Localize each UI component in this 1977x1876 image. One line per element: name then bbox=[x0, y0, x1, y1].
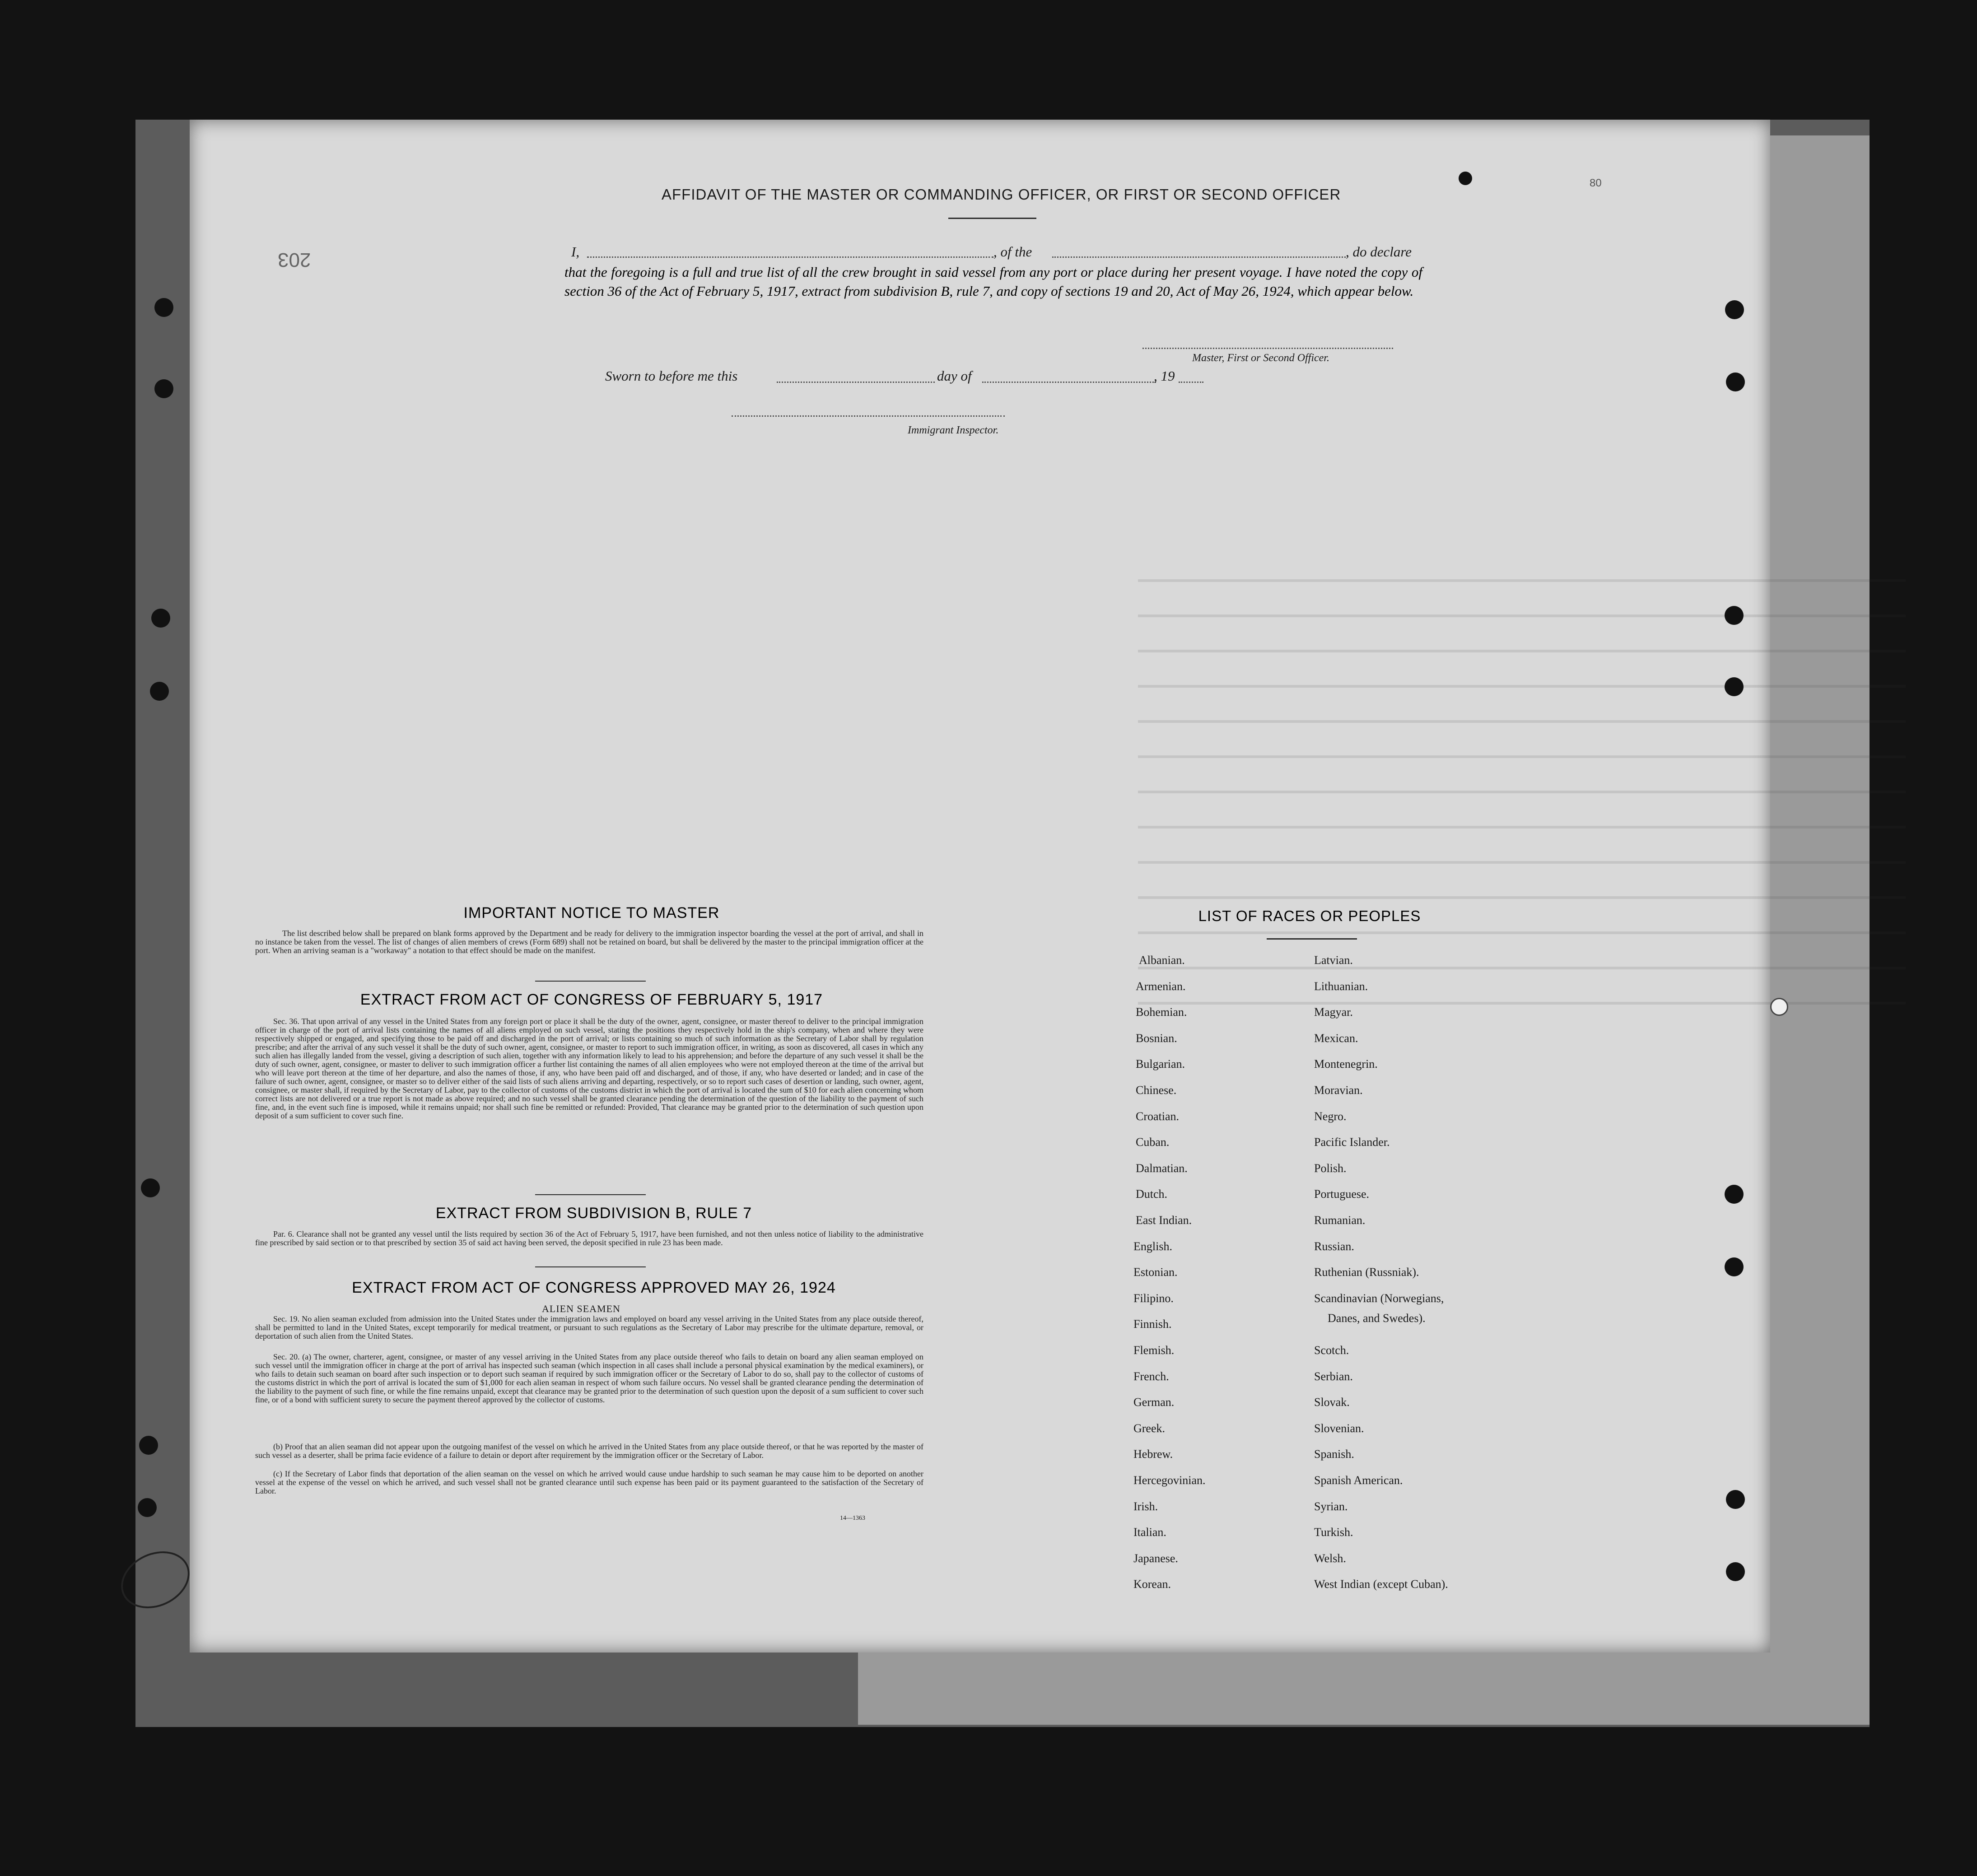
race-item: Montenegrin. bbox=[1314, 1057, 1378, 1071]
race-item: Hebrew. bbox=[1133, 1448, 1173, 1461]
race-item: Dutch. bbox=[1136, 1187, 1168, 1201]
race-item: Serbian. bbox=[1314, 1369, 1353, 1383]
race-item: Japanese. bbox=[1133, 1551, 1178, 1565]
punch-hole bbox=[1726, 1562, 1745, 1581]
race-item: Spanish American. bbox=[1314, 1474, 1403, 1487]
punch-hole bbox=[1459, 172, 1472, 185]
punch-hole bbox=[1725, 1185, 1744, 1204]
race-item: Albanian. bbox=[1139, 954, 1185, 967]
affidavit-i-label: I, bbox=[571, 244, 580, 260]
race-item: Bulgarian. bbox=[1136, 1057, 1185, 1071]
extract-rule7-title: EXTRACT FROM SUBDIVISION B, RULE 7 bbox=[435, 1205, 752, 1222]
notice-title: IMPORTANT NOTICE TO MASTER bbox=[463, 904, 720, 922]
punch-hole bbox=[1725, 606, 1744, 625]
race-item: Syrian. bbox=[1314, 1499, 1348, 1513]
punch-hole bbox=[1725, 677, 1744, 696]
race-item: English. bbox=[1133, 1239, 1172, 1253]
affidavit-of-label: , of the bbox=[993, 244, 1032, 260]
punch-hole bbox=[154, 379, 173, 398]
inspector-signature-field[interactable] bbox=[732, 415, 1005, 417]
race-item: Croatian. bbox=[1136, 1109, 1180, 1123]
form-number: 14—1363 bbox=[840, 1515, 865, 1522]
sworn-label: Sworn to before me this bbox=[605, 368, 738, 384]
master-signature-label: Master, First or Second Officer. bbox=[1192, 352, 1329, 364]
punch-hole bbox=[150, 682, 169, 701]
sworn-day-field[interactable] bbox=[777, 382, 935, 383]
affidavit-title: AFFIDAVIT OF THE MASTER OR COMMANDING OFFICER, OR FIRST OR SECOND OFFICER bbox=[662, 186, 1341, 203]
race-item: Filipino. bbox=[1133, 1291, 1174, 1305]
race-item: Latvian. bbox=[1314, 954, 1353, 967]
sec20a-text: Sec. 20. (a) The owner, charterer, agent, consignee, or master of any vessel arriving in the United States from any place outside thereof who fails to detain on board any alien seaman employed on such vessel until the immigration officer in charge at the port of arrival has inspected such seaman (which inspection in all cases shall include a personal physical examination by the medical examiners), or who fails to detain such seaman on board after such inspection or to deport such seaman if required by such immigration officer or the Secretary of Labor to do so, shall pay to the collector of customs of the customs district in which the port of arrival is located the sum of $1,000 for each alien seaman in respect of whom such failure occurs. No vessel shall be granted clearance pending the determination of the liability to the payment of such fine, or while the fine remains unpaid, except that clearance may be granted prior to the determination of such question upon the deposit of a sum sufficient to cover such fine, or of a bond with sufficient surety to secure the payment thereof approved by the collector of customs. bbox=[255, 1352, 923, 1404]
punch-hole bbox=[138, 1498, 157, 1517]
race-item: Ruthenian (Russniak). bbox=[1314, 1266, 1419, 1279]
sec20b-text: (b) Proof that an alien seaman did not appear upon the outgoing manifest of the vessel on which he arrived in the United States from any place outside thereof, or that he was reported by the master of such vessel as a deserter, shall be prima facie evidence of a failure to detain or deport after requirement by the immigration officer or the Secretary of Labor. bbox=[255, 1442, 923, 1460]
document-sheet bbox=[190, 120, 1770, 1653]
race-item: Chinese. bbox=[1136, 1084, 1177, 1097]
race-item: Spanish. bbox=[1314, 1448, 1354, 1461]
year-label: , 19 bbox=[1154, 368, 1175, 384]
punch-hole bbox=[141, 1178, 160, 1197]
extract-1917-title: EXTRACT FROM ACT OF CONGRESS OF FEBRUARY 5, 1917 bbox=[360, 991, 823, 1008]
punch-hole bbox=[1725, 300, 1744, 319]
margin-number: 203 bbox=[278, 249, 311, 271]
race-item: Hercegovinian. bbox=[1133, 1474, 1206, 1487]
inspector-label: Immigrant Inspector. bbox=[908, 424, 999, 436]
race-item: Dalmatian. bbox=[1136, 1161, 1188, 1175]
punch-hole bbox=[1770, 998, 1788, 1016]
race-item: Lithuanian. bbox=[1314, 979, 1368, 993]
margin-number-top-right: 80 bbox=[1590, 177, 1602, 189]
race-item: Finnish. bbox=[1133, 1317, 1172, 1331]
vessel-name-field[interactable] bbox=[1052, 256, 1346, 258]
race-item: Greek. bbox=[1133, 1421, 1166, 1435]
punch-hole bbox=[1725, 1257, 1744, 1276]
title-divider bbox=[948, 218, 1036, 219]
sec20c-text: (c) If the Secretary of Labor finds that deportation of the alien seaman on the vessel on which he arrived would cause undue hardship to such seaman he may cause him to be deported on another vessel at the expense of the vessel on which he arrived, and such vessel shall not be granted clearance until such expense has been paid or its payment guaranteed to the satisfaction of the Secretary of Labor. bbox=[255, 1469, 923, 1495]
race-item: East Indian. bbox=[1136, 1214, 1192, 1227]
race-item: Polish. bbox=[1314, 1161, 1347, 1175]
race-item: Portuguese. bbox=[1314, 1187, 1370, 1201]
master-signature-field[interactable] bbox=[1142, 348, 1393, 349]
race-item: Pacific Islander. bbox=[1314, 1136, 1390, 1149]
punch-hole bbox=[1726, 372, 1745, 391]
notice-text: The list described below shall be prepared on blank forms approved by the Department and be ready for delivery to the immigration inspector boarding the vessel at the port of arrival, and shall in no instance be taken from the vessel. The list of changes of alien members of crews (Form 689) shall not be retained on board, but shall be delivered by the master to the principal immigration officer at the port. When an arriving seaman is a "workaway" a notation to that effect should be made on the manifest. bbox=[255, 929, 923, 955]
races-title-divider bbox=[1267, 938, 1357, 940]
punch-hole bbox=[139, 1436, 158, 1455]
race-item: Korean. bbox=[1133, 1578, 1171, 1591]
race-item: Cuban. bbox=[1136, 1136, 1170, 1149]
race-item: Italian. bbox=[1133, 1526, 1166, 1539]
race-item: Turkish. bbox=[1314, 1526, 1353, 1539]
alien-seamen-subtitle: ALIEN SEAMEN bbox=[542, 1303, 620, 1314]
race-item-continuation: Danes, and Swedes). bbox=[1328, 1312, 1426, 1325]
master-name-field[interactable] bbox=[587, 256, 993, 258]
sworn-year-field[interactable] bbox=[1179, 382, 1203, 383]
race-item: Welsh. bbox=[1314, 1551, 1346, 1565]
section-divider bbox=[535, 981, 646, 982]
sec19-text: Sec. 19. No alien seaman excluded from admission into the United States under the immigration laws and employed on board any vessel arriving in the United States from any place outside thereof, shall be permitted to land in the United States, except temporarily for medical treatment, or pursuant to such regulations as the Secretary of Labor may prescribe for the ultimate departure, removal, or deportation of such alien from the United States. bbox=[255, 1314, 923, 1341]
race-item: Mexican. bbox=[1314, 1031, 1358, 1045]
sworn-month-field[interactable] bbox=[982, 382, 1156, 383]
race-item: French. bbox=[1133, 1369, 1169, 1383]
extract-1924-title: EXTRACT FROM ACT OF CONGRESS APPROVED MAY 26, 1924 bbox=[352, 1279, 836, 1296]
race-item: Flemish. bbox=[1133, 1344, 1175, 1357]
race-item: Scotch. bbox=[1314, 1344, 1349, 1357]
race-item: Scandinavian (Norwegians, bbox=[1314, 1291, 1444, 1305]
race-item: Moravian. bbox=[1314, 1084, 1363, 1097]
extract-rule7-text: Par. 6. Clearance shall not be granted any vessel until the lists required by section 36 of the Act of February 5, 1917, have been furnished, and not then unless notice of liability to the administrative fine prescribed by said section or to that prescribed by section 35 of said act having been served, the deposit specified in rule 23 has been made. bbox=[255, 1229, 923, 1247]
race-item: Irish. bbox=[1133, 1499, 1158, 1513]
race-item: Estonian. bbox=[1133, 1266, 1178, 1279]
race-item: Magyar. bbox=[1314, 1005, 1353, 1019]
race-item: German. bbox=[1133, 1396, 1175, 1409]
day-of-label: day of bbox=[937, 368, 972, 384]
punch-hole bbox=[154, 298, 173, 317]
race-item: Bohemian. bbox=[1136, 1005, 1187, 1019]
race-item: Slovak. bbox=[1314, 1396, 1350, 1409]
extract-1917-text: Sec. 36. That upon arrival of any vessel in the United States from any foreign port or place it shall be the duty of the owner, agent, consignee, or master thereof to deliver to the principal immigration officer in charge of the port of arrival lists containing the names of all aliens employed on such vessel, stating the positions they respectively hold in the ship's company, when and where they were respectively shipped or engaged, and specifying those to be paid off and discharged in the port of arrival; or lists containing so much of such information as the Secretary of Labor shall by regulation prescribe; and after the arrival of any such vessel it shall be the duty of such owner, agent, consignee, or master to report to such immigration officer, in writing, as soon as discovered, all cases in which any such alien has illegally landed from the vessel, giving a description of such alien, together with any information likely to lead to his apprehension; and before the departure of any such vessel it shall be the duty of such owner, agent, consignee, or master to deliver to such immigration officer a further list containing the names of all alien employees who were not employed thereon at the time of the arrival but who will leave port thereon at the time of her departure, and also the names of those, if any, who have been paid off and discharged, and of those, if any, who have deserted or landed; and in case of the failure of such owner, agent, consignee, or master so to deliver either of the said lists of such aliens arriving and departing, respectively, or so to report such cases of desertion or landing, such owner, agent, consignee, or master shall, if required by the Secretary of Labor, pay to the collector of customs of the customs district in which the port of arrival is located the sum of $10 for each alien concerning whom correct lists are not delivered or a true report is not made as above required; and no such vessel shall be granted clearance pending the determination of the question of the liability to the payment of such fine, and, in the event such fine is imposed, while it remains unpaid; nor shall such fine be remitted or refunded: Provided, That clearance may be granted prior to the determination of such question upon deposit of a sum sufficient to cover such fine. bbox=[255, 1017, 923, 1120]
punch-hole bbox=[1726, 1490, 1745, 1509]
race-item: Armenian. bbox=[1136, 979, 1186, 993]
race-item: Russian. bbox=[1314, 1239, 1354, 1253]
race-item: Slovenian. bbox=[1314, 1421, 1364, 1435]
bleed-through-text bbox=[1138, 553, 1906, 1005]
affidavit-body: that the foregoing is a full and true list of all the crew brought in said vessel from any port or place during her present voyage. I have noted the copy of section 36 of the Act of February 5, 1917, extract from subdivision B, rule 7, and copy of sections 19 and 20, Act of May 26, 1924, which appear below. bbox=[564, 264, 1422, 299]
section-divider bbox=[535, 1194, 646, 1195]
section-divider bbox=[535, 1266, 646, 1267]
race-item: West Indian (except Cuban). bbox=[1314, 1578, 1448, 1591]
race-item: Rumanian. bbox=[1314, 1214, 1366, 1227]
punch-hole bbox=[151, 609, 170, 628]
affidavit-declare-label: , do declare bbox=[1346, 244, 1412, 260]
race-item: Negro. bbox=[1314, 1109, 1347, 1123]
race-item: Bosnian. bbox=[1136, 1031, 1177, 1045]
races-title: LIST OF RACES OR PEOPLES bbox=[1198, 908, 1421, 924]
